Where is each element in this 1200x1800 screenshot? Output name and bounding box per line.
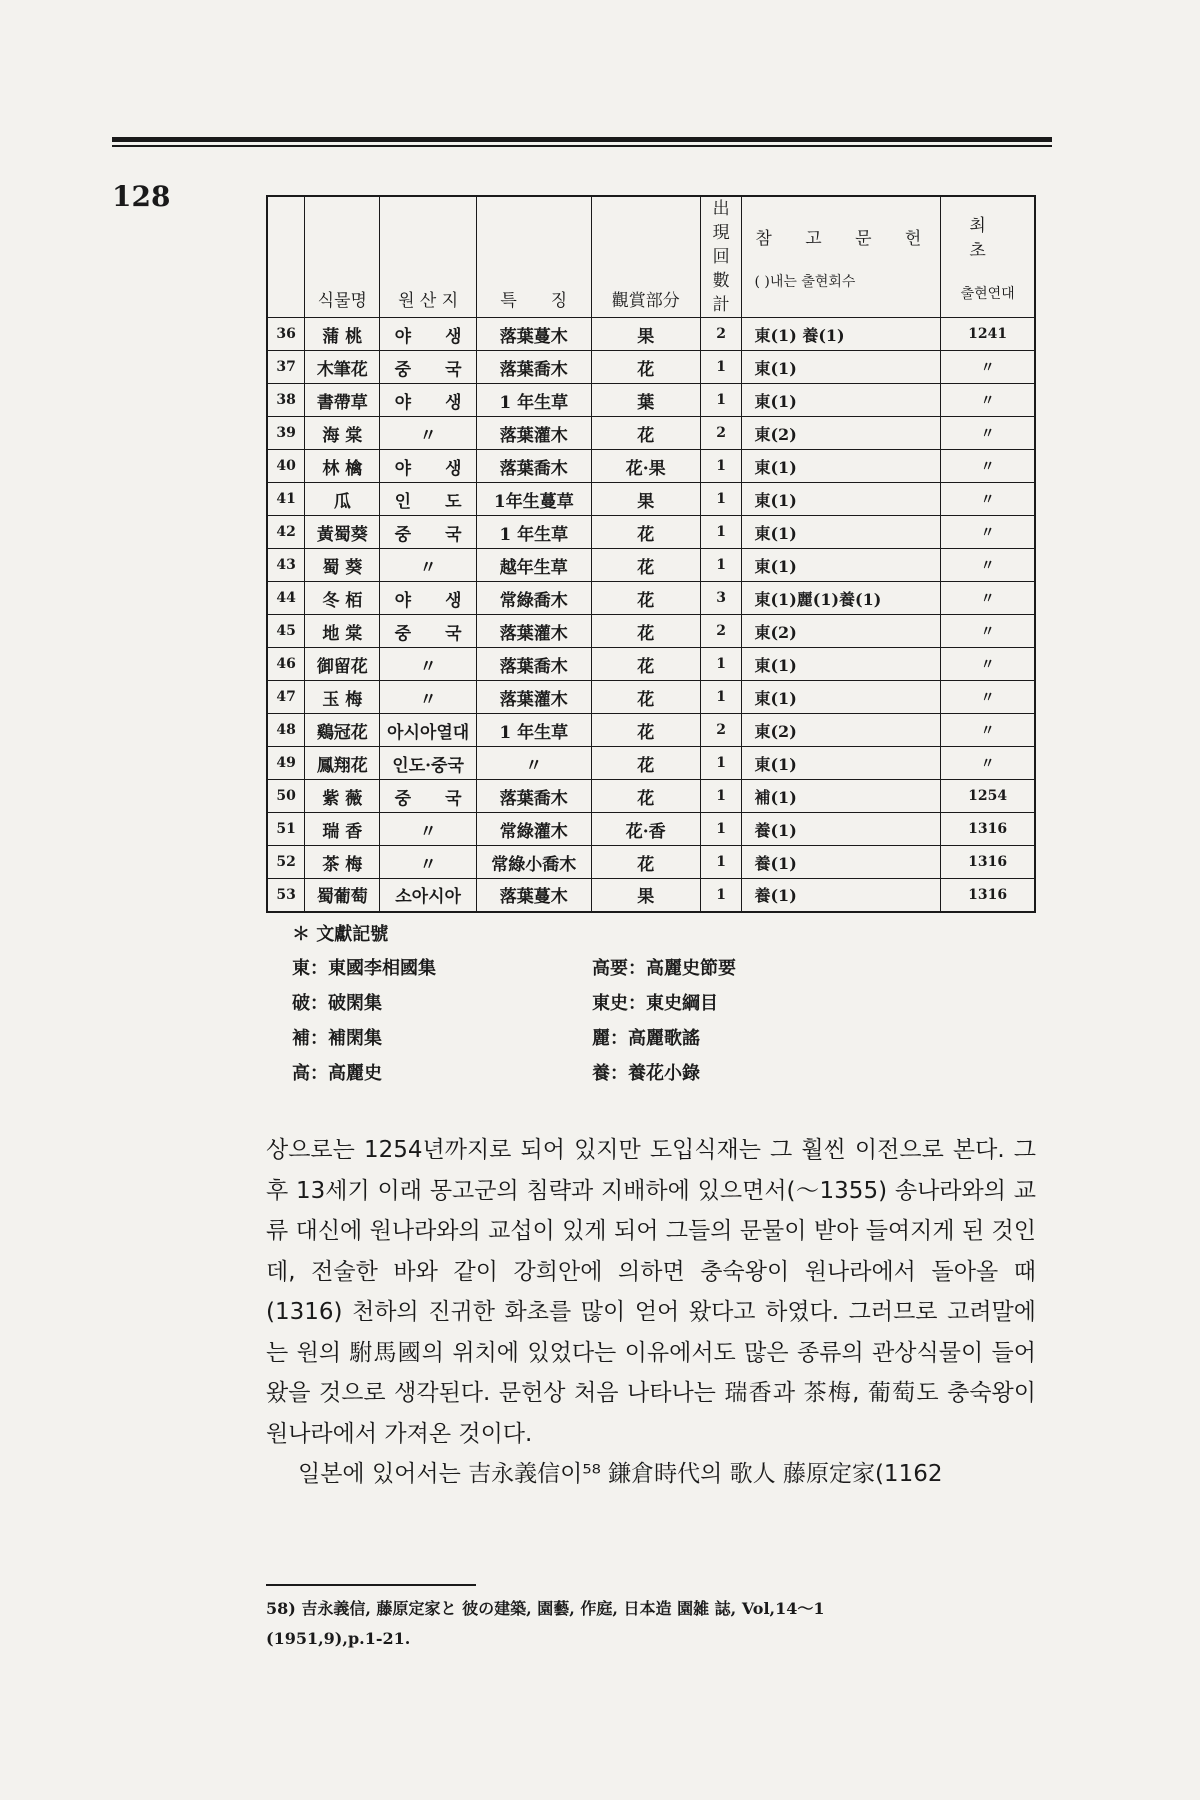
legend-item: 東：東國李相國集 <box>292 958 436 979</box>
cell-part: 花 <box>591 747 700 780</box>
cell-feature: 落葉灌木 <box>476 417 591 450</box>
table-row <box>267 417 1035 450</box>
cell-first: 〃 <box>941 615 1035 648</box>
body-text <box>266 1130 1036 1495</box>
cell-feature: 落葉喬木 <box>476 450 591 483</box>
legend-title: ＊ 文獻記號 <box>292 924 389 945</box>
cell-first: 1316 <box>941 813 1035 846</box>
cell-origin: 〃 <box>380 417 476 450</box>
cell-part: 花·果 <box>591 450 700 483</box>
cell-reference: 東(2) <box>742 714 941 747</box>
header-first-note: 출현연대 <box>960 286 1015 302</box>
cell-count: 3 <box>700 582 742 615</box>
cell-origin: 인 도 <box>380 483 476 516</box>
table-row <box>267 318 1035 351</box>
header-count-line1: 出現 <box>712 199 730 243</box>
cell-part: 花 <box>591 417 700 450</box>
cell-count: 1 <box>700 747 742 780</box>
cell-name: 蜀葡萄 <box>305 879 380 912</box>
cell-name: 林 檎 <box>305 450 380 483</box>
cell-feature: 落葉蔓木 <box>476 879 591 912</box>
table-row <box>267 582 1035 615</box>
cell-count: 2 <box>700 318 742 351</box>
cell-no: 44 <box>267 582 305 615</box>
cell-feature: 越年生草 <box>476 549 591 582</box>
legend-item: 東史：東史綱目 <box>592 993 718 1014</box>
cell-count: 1 <box>700 549 742 582</box>
legend-row <box>292 989 892 1024</box>
cell-reference: 補(1) <box>742 780 941 813</box>
cell-reference: 東(1) <box>742 516 941 549</box>
cell-no: 42 <box>267 516 305 549</box>
cell-count: 2 <box>700 714 742 747</box>
cell-first: 〃 <box>941 516 1035 549</box>
cell-reference: 東(1) <box>742 450 941 483</box>
cell-first: 〃 <box>941 747 1035 780</box>
header-reference <box>742 196 941 318</box>
cell-origin: 중 국 <box>380 780 476 813</box>
cell-origin: 아시아열대 <box>380 714 476 747</box>
cell-reference: 東(1) <box>742 681 941 714</box>
cell-no: 40 <box>267 450 305 483</box>
cell-reference: 東(1) <box>742 648 941 681</box>
cell-name: 瓜 <box>305 483 380 516</box>
legend-item: 麗：高麗歌謠 <box>592 1028 700 1049</box>
cell-name: 蒲 桃 <box>305 318 380 351</box>
cell-name: 黃蜀葵 <box>305 516 380 549</box>
cell-reference: 東(1) <box>742 549 941 582</box>
cell-first: 〃 <box>941 714 1035 747</box>
cell-no: 50 <box>267 780 305 813</box>
table-header-row <box>267 196 1035 318</box>
cell-no: 51 <box>267 813 305 846</box>
legend-item: 破：破閑集 <box>292 993 382 1014</box>
cell-first: 1316 <box>941 879 1035 912</box>
cell-no: 49 <box>267 747 305 780</box>
cell-reference: 東(1)麗(1)養(1) <box>742 582 941 615</box>
cell-feature: 1年生蔓草 <box>476 483 591 516</box>
header-rule-thick <box>112 137 1052 142</box>
header-rule-thin <box>112 145 1052 147</box>
header-no <box>267 196 305 318</box>
cell-name: 海 棠 <box>305 417 380 450</box>
cell-count: 1 <box>700 450 742 483</box>
cell-part: 葉 <box>591 384 700 417</box>
cell-count: 1 <box>700 351 742 384</box>
cell-name: 紫 薇 <box>305 780 380 813</box>
cell-origin: 야 생 <box>380 582 476 615</box>
cell-part: 花 <box>591 351 700 384</box>
header-origin: 원 산 지 <box>380 196 476 318</box>
footnote-rule <box>266 1584 476 1586</box>
body-paragraph: 상으로는 1254년까지로 되어 있지만 도입식재는 그 훨씬 이전으로 본다. 그후 13세기 이래 몽고군의 침략과 지배하에 있으면서(～1355) 송나라와의 교류 대신에 원나라와의 교섭이 있게 되어 그들의 문물이 받아 들여지게 된 것인데, 전술한 바와 같이 강희안에 의하면 충숙왕이 원나라에서 돌아올 때(1316) 천하의 진귀한 화초를 많이 얻어 왔다고 하였다. 그러므로 고려말에는 원의 駙馬國의 위치에 있었다는 이유에서도 많은 종류의 관상식물이 들어왔을 것으로 생각된다. 문헌상 처음 나타나는 瑞香과 茶梅, 葡萄도 충숙왕이 원나라에서 가져온 것이다. <box>266 1137 1036 1447</box>
table-row <box>267 549 1035 582</box>
cell-no: 45 <box>267 615 305 648</box>
cell-part: 果 <box>591 318 700 351</box>
cell-first: 〃 <box>941 582 1035 615</box>
cell-reference: 東(1) <box>742 747 941 780</box>
cell-no: 38 <box>267 384 305 417</box>
header-first <box>941 196 1035 318</box>
cell-origin: 중 국 <box>380 351 476 384</box>
cell-no: 36 <box>267 318 305 351</box>
cell-feature: 落葉喬木 <box>476 351 591 384</box>
cell-first: 1254 <box>941 780 1035 813</box>
cell-first: 1241 <box>941 318 1035 351</box>
cell-count: 1 <box>700 384 742 417</box>
cell-name: 地 棠 <box>305 615 380 648</box>
cell-first: 1316 <box>941 846 1035 879</box>
cell-origin: 야 생 <box>380 318 476 351</box>
cell-feature: 常綠喬木 <box>476 582 591 615</box>
cell-feature: 落葉喬木 <box>476 648 591 681</box>
cell-count: 1 <box>700 846 742 879</box>
cell-origin: 〃 <box>380 813 476 846</box>
cell-feature: 落葉灌木 <box>476 615 591 648</box>
cell-first: 〃 <box>941 450 1035 483</box>
cell-reference: 養(1) <box>742 813 941 846</box>
page-number: 128 <box>112 180 171 213</box>
table-row <box>267 351 1035 384</box>
cell-part: 果 <box>591 879 700 912</box>
cell-no: 43 <box>267 549 305 582</box>
cell-part: 花·香 <box>591 813 700 846</box>
cell-reference: 養(1) <box>742 846 941 879</box>
cell-feature: 1 年生草 <box>476 714 591 747</box>
cell-name: 鷄冠花 <box>305 714 380 747</box>
cell-feature: 落葉喬木 <box>476 780 591 813</box>
cell-first: 〃 <box>941 351 1035 384</box>
cell-name: 瑞 香 <box>305 813 380 846</box>
cell-part: 花 <box>591 714 700 747</box>
header-count-line2: 回數 <box>712 247 730 291</box>
table-row <box>267 450 1035 483</box>
cell-origin: 야 생 <box>380 384 476 417</box>
cell-count: 1 <box>700 648 742 681</box>
table-row <box>267 681 1035 714</box>
cell-count: 1 <box>700 813 742 846</box>
cell-first: 〃 <box>941 384 1035 417</box>
cell-origin: 중 국 <box>380 615 476 648</box>
cell-feature: 落葉蔓木 <box>476 318 591 351</box>
cell-feature: 常綠小喬木 <box>476 846 591 879</box>
header-reference-note: ( )내는 출현회수 <box>754 273 856 290</box>
cell-count: 1 <box>700 780 742 813</box>
cell-count: 1 <box>700 516 742 549</box>
cell-no: 52 <box>267 846 305 879</box>
cell-feature: 1 年生草 <box>476 516 591 549</box>
cell-reference: 東(1) <box>742 384 941 417</box>
cell-reference: 東(2) <box>742 417 941 450</box>
cell-no: 46 <box>267 648 305 681</box>
table-row <box>267 813 1035 846</box>
legend-item: 養：養花小錄 <box>592 1063 700 1084</box>
cell-name: 書帶草 <box>305 384 380 417</box>
cell-part: 花 <box>591 615 700 648</box>
cell-name: 玉 梅 <box>305 681 380 714</box>
cell-first: 〃 <box>941 483 1035 516</box>
cell-origin: 〃 <box>380 549 476 582</box>
cell-origin: 소아시아 <box>380 879 476 912</box>
cell-reference: 養(1) <box>742 879 941 912</box>
cell-name: 蜀 葵 <box>305 549 380 582</box>
body-paragraph: 일본에 있어서는 吉永義信이⁵⁸ 鎌倉時代의 歌人 藤原定家(1162 <box>298 1461 943 1487</box>
cell-count: 1 <box>700 879 742 912</box>
legend-item: 高：高麗史 <box>292 1063 382 1084</box>
cell-no: 47 <box>267 681 305 714</box>
cell-part: 花 <box>591 582 700 615</box>
table-row <box>267 384 1035 417</box>
cell-feature: 1 年生草 <box>476 384 591 417</box>
legend-row <box>292 1024 892 1059</box>
cell-reference: 東(1) <box>742 351 941 384</box>
cell-name: 冬 栢 <box>305 582 380 615</box>
table-row <box>267 747 1035 780</box>
cell-part: 花 <box>591 846 700 879</box>
plant-table <box>266 195 1036 913</box>
cell-count: 1 <box>700 483 742 516</box>
cell-part: 花 <box>591 780 700 813</box>
cell-reference: 東(2) <box>742 615 941 648</box>
cell-first: 〃 <box>941 549 1035 582</box>
cell-name: 御留花 <box>305 648 380 681</box>
cell-no: 37 <box>267 351 305 384</box>
table-row <box>267 780 1035 813</box>
table-row <box>267 648 1035 681</box>
legend-item: 補：補閑集 <box>292 1028 382 1049</box>
cell-part: 花 <box>591 648 700 681</box>
cell-feature: 落葉灌木 <box>476 681 591 714</box>
cell-origin: 〃 <box>380 648 476 681</box>
reference-legend <box>292 920 892 1094</box>
cell-no: 48 <box>267 714 305 747</box>
cell-feature: 〃 <box>476 747 591 780</box>
cell-count: 2 <box>700 615 742 648</box>
legend-item: 高要：高麗史節要 <box>592 958 736 979</box>
footnote-line: 58) 吉永義信, 藤原定家と 彼の建築, 園藝, 作庭, 日本造 園雑 誌, Vol,14～1 <box>266 1599 825 1618</box>
cell-origin: 〃 <box>380 681 476 714</box>
table-row <box>267 615 1035 648</box>
legend-row <box>292 954 892 989</box>
cell-count: 2 <box>700 417 742 450</box>
cell-origin: 야 생 <box>380 450 476 483</box>
cell-reference: 東(1) 養(1) <box>742 318 941 351</box>
table-row <box>267 846 1035 879</box>
cell-origin: 〃 <box>380 846 476 879</box>
header-name: 식물명 <box>305 196 380 318</box>
header-count <box>700 196 742 318</box>
cell-part: 果 <box>591 483 700 516</box>
cell-origin: 인도·중국 <box>380 747 476 780</box>
table-row <box>267 879 1035 912</box>
cell-count: 1 <box>700 681 742 714</box>
cell-first: 〃 <box>941 681 1035 714</box>
header-feature: 특 징 <box>476 196 591 318</box>
cell-origin: 중 국 <box>380 516 476 549</box>
header-part: 觀賞部分 <box>591 196 700 318</box>
footnote <box>266 1594 1046 1654</box>
cell-name: 茶 梅 <box>305 846 380 879</box>
table-row <box>267 714 1035 747</box>
cell-first: 〃 <box>941 417 1035 450</box>
cell-part: 花 <box>591 516 700 549</box>
table-row <box>267 483 1035 516</box>
cell-reference: 東(1) <box>742 483 941 516</box>
legend-row <box>292 1059 892 1094</box>
footnote-line: (1951,9),p.1-21. <box>266 1629 411 1648</box>
table-row <box>267 516 1035 549</box>
cell-part: 花 <box>591 681 700 714</box>
cell-first: 〃 <box>941 648 1035 681</box>
header-first-title: 최 초 <box>969 216 1006 261</box>
cell-no: 39 <box>267 417 305 450</box>
cell-feature: 常綠灌木 <box>476 813 591 846</box>
table-body <box>267 318 1035 912</box>
header-count-line3: 計 <box>712 295 730 315</box>
cell-no: 53 <box>267 879 305 912</box>
cell-part: 花 <box>591 549 700 582</box>
header-reference-title: 참 고 문 헌 <box>755 228 936 249</box>
cell-no: 41 <box>267 483 305 516</box>
cell-name: 鳳翔花 <box>305 747 380 780</box>
cell-name: 木筆花 <box>305 351 380 384</box>
